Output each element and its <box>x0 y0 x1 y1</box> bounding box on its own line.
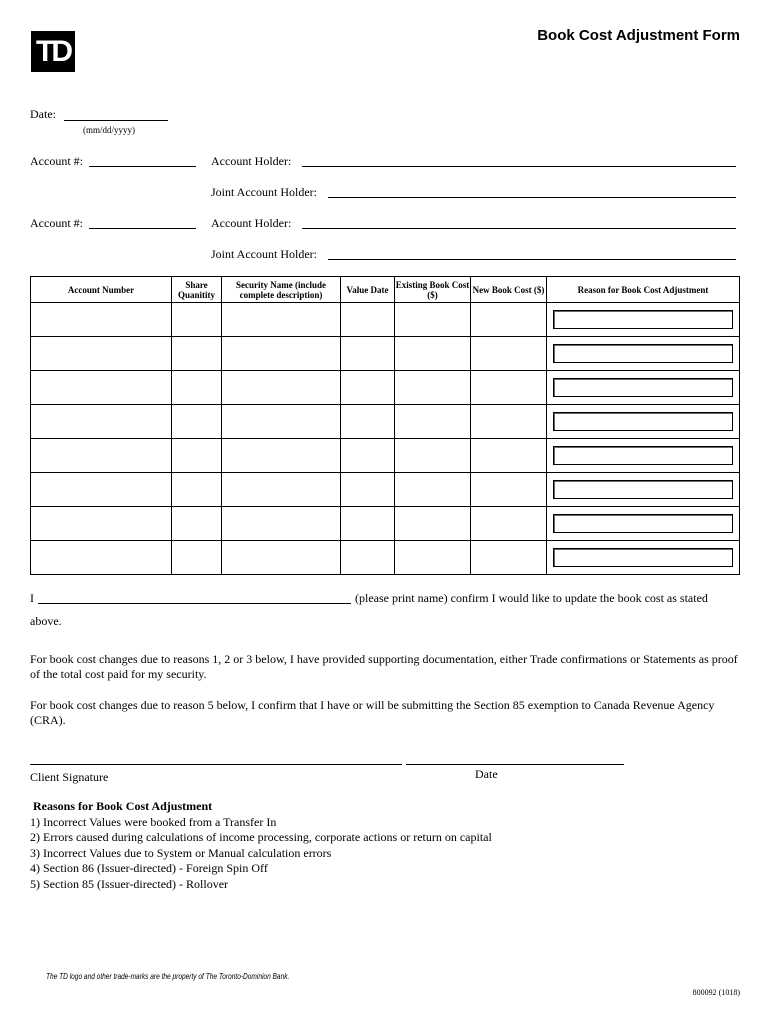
account-number-cell[interactable] <box>31 337 172 371</box>
client-signature-line[interactable] <box>30 764 402 765</box>
table-row <box>31 541 740 575</box>
account-number-cell[interactable] <box>31 541 172 575</box>
column-header-value-date: Value Date <box>341 277 395 303</box>
share-quantity-cell[interactable] <box>172 371 222 405</box>
account-holder-label: Account Holder: <box>211 216 292 230</box>
new-book-cost-cell[interactable] <box>471 507 547 541</box>
value-date-cell[interactable] <box>341 473 395 507</box>
new-book-cost-cell[interactable] <box>471 439 547 473</box>
account-number-cell[interactable] <box>31 439 172 473</box>
new-book-cost-cell[interactable] <box>471 473 547 507</box>
table-row <box>31 371 740 405</box>
reason-input-box[interactable] <box>553 480 733 499</box>
joint-account-holder-input-line[interactable] <box>328 259 736 260</box>
date-label: Date: <box>30 107 56 121</box>
joint-account-holder-label: Joint Account Holder: <box>211 185 317 199</box>
existing-book-cost-cell[interactable] <box>395 507 471 541</box>
reason-item: 3) Incorrect Values due to System or Manual calculation errors <box>30 845 332 860</box>
table-row <box>31 473 740 507</box>
joint-account-holder-label: Joint Account Holder: <box>211 247 317 261</box>
share-quantity-cell[interactable] <box>172 541 222 575</box>
existing-book-cost-cell[interactable] <box>395 337 471 371</box>
account-number-cell[interactable] <box>31 473 172 507</box>
security-name-cell[interactable] <box>222 473 341 507</box>
share-quantity-cell[interactable] <box>172 507 222 541</box>
form-title: Book Cost Adjustment Form <box>537 27 740 44</box>
client-signature-label: Client Signature <box>30 770 109 784</box>
account-number-label: Account #: <box>30 216 83 230</box>
security-name-cell[interactable] <box>222 303 341 337</box>
value-date-cell[interactable] <box>341 439 395 473</box>
column-header-new-book-cost: New Book Cost ($) <box>471 277 547 303</box>
share-quantity-cell[interactable] <box>172 473 222 507</box>
account-number-input-line[interactable] <box>89 228 196 229</box>
signature-date-label: Date <box>475 767 498 781</box>
reason-cell[interactable] <box>547 405 740 439</box>
column-header-share-quantity: Share Quanitity <box>172 277 222 303</box>
share-quantity-cell[interactable] <box>172 337 222 371</box>
section85-paragraph: For book cost changes due to reason 5 below, I confirm that I have or will be submitting the Section 85 exemption to Canada Revenue Agency (CRA). <box>30 698 715 727</box>
share-quantity-cell[interactable] <box>172 303 222 337</box>
table-row <box>31 507 740 541</box>
new-book-cost-cell[interactable] <box>471 541 547 575</box>
account-holder-label: Account Holder: <box>211 154 292 168</box>
joint-account-holder-input-line[interactable] <box>328 197 736 198</box>
print-name-input-line[interactable] <box>38 603 351 604</box>
column-header-existing-book-cost: Existing Book Cost ($) <box>395 277 471 303</box>
value-date-cell[interactable] <box>341 507 395 541</box>
security-name-cell[interactable] <box>222 405 341 439</box>
reason-cell[interactable] <box>547 439 740 473</box>
security-name-cell[interactable] <box>222 541 341 575</box>
security-name-cell[interactable] <box>222 371 341 405</box>
reason-cell[interactable] <box>547 507 740 541</box>
confirm-prefix: I <box>30 591 34 605</box>
existing-book-cost-cell[interactable] <box>395 371 471 405</box>
table-row <box>31 405 740 439</box>
existing-book-cost-cell[interactable] <box>395 473 471 507</box>
reason-input-box[interactable] <box>553 446 733 465</box>
trademark-note: The TD logo and other trade-marks are the property of The Toronto-Dominion Bank. <box>46 972 290 981</box>
account-number-label: Account #: <box>30 154 83 168</box>
book-cost-table <box>30 276 740 575</box>
security-name-cell[interactable] <box>222 507 341 541</box>
existing-book-cost-cell[interactable] <box>395 541 471 575</box>
account-number-cell[interactable] <box>31 371 172 405</box>
table-row <box>31 337 740 371</box>
column-header-reason: Reason for Book Cost Adjustment <box>547 277 740 303</box>
new-book-cost-cell[interactable] <box>471 371 547 405</box>
reason-input-box[interactable] <box>553 412 733 431</box>
value-date-cell[interactable] <box>341 541 395 575</box>
reason-item: 1) Incorrect Values were booked from a Transfer In <box>30 814 277 829</box>
reason-cell[interactable] <box>547 541 740 575</box>
table-row <box>31 439 740 473</box>
existing-book-cost-cell[interactable] <box>395 439 471 473</box>
reason-cell[interactable] <box>547 371 740 405</box>
new-book-cost-cell[interactable] <box>471 405 547 439</box>
reasons-title: Reasons for Book Cost Adjustment <box>33 799 213 813</box>
confirm-statement: (please print name) confirm I would like to update the book cost as stated <box>355 591 708 605</box>
existing-book-cost-cell[interactable] <box>395 405 471 439</box>
reason-input-box[interactable] <box>553 378 733 397</box>
security-name-cell[interactable] <box>222 337 341 371</box>
confirm-continuation: above. <box>30 614 62 628</box>
account-number-cell[interactable] <box>31 303 172 337</box>
form-code: 800092 (1018) <box>692 988 740 997</box>
account-holder-input-line[interactable] <box>302 228 736 229</box>
reason-cell[interactable] <box>547 473 740 507</box>
value-date-cell[interactable] <box>341 405 395 439</box>
reason-input-box[interactable] <box>553 548 733 567</box>
account-number-input-line[interactable] <box>89 166 196 167</box>
value-date-cell[interactable] <box>341 303 395 337</box>
reason-item: 5) Section 85 (Issuer-directed) - Rollover <box>30 876 229 891</box>
existing-book-cost-cell[interactable] <box>395 303 471 337</box>
reasons-list <box>30 799 730 892</box>
signature-date-line[interactable] <box>406 764 624 765</box>
date-format-hint: (mm/dd/yyyy) <box>83 125 135 135</box>
account-holder-input-line[interactable] <box>302 166 736 167</box>
value-date-cell[interactable] <box>341 371 395 405</box>
documentation-paragraph: For book cost changes due to reasons 1, 2 or 3 below, I have provided supporting documentation, either Trade confirmations or Statements as proof of the total cost paid for my security. <box>30 652 738 681</box>
reason-input-box[interactable] <box>553 344 733 363</box>
reason-item: 2) Errors caused during calculations of income processing, corporate actions or return on capital <box>30 830 492 844</box>
table-row <box>31 303 740 337</box>
table-header-row <box>31 277 740 303</box>
security-name-cell[interactable] <box>222 439 341 473</box>
value-date-cell[interactable] <box>341 337 395 371</box>
share-quantity-cell[interactable] <box>172 405 222 439</box>
account-number-cell[interactable] <box>31 405 172 439</box>
column-header-account-number: Account Number <box>31 277 172 303</box>
share-quantity-cell[interactable] <box>172 439 222 473</box>
reason-input-box[interactable] <box>553 310 733 329</box>
new-book-cost-cell[interactable] <box>471 337 547 371</box>
new-book-cost-cell[interactable] <box>471 303 547 337</box>
column-header-security-name: Security Name (include complete description) <box>222 277 341 303</box>
td-logo: TD <box>31 31 75 72</box>
account-number-cell[interactable] <box>31 507 172 541</box>
date-input-line[interactable] <box>64 120 168 121</box>
reason-cell[interactable] <box>547 337 740 371</box>
reason-cell[interactable] <box>547 303 740 337</box>
reason-input-box[interactable] <box>553 514 733 533</box>
reason-item: 4) Section 86 (Issuer-directed) - Foreign Spin Off <box>30 861 268 875</box>
